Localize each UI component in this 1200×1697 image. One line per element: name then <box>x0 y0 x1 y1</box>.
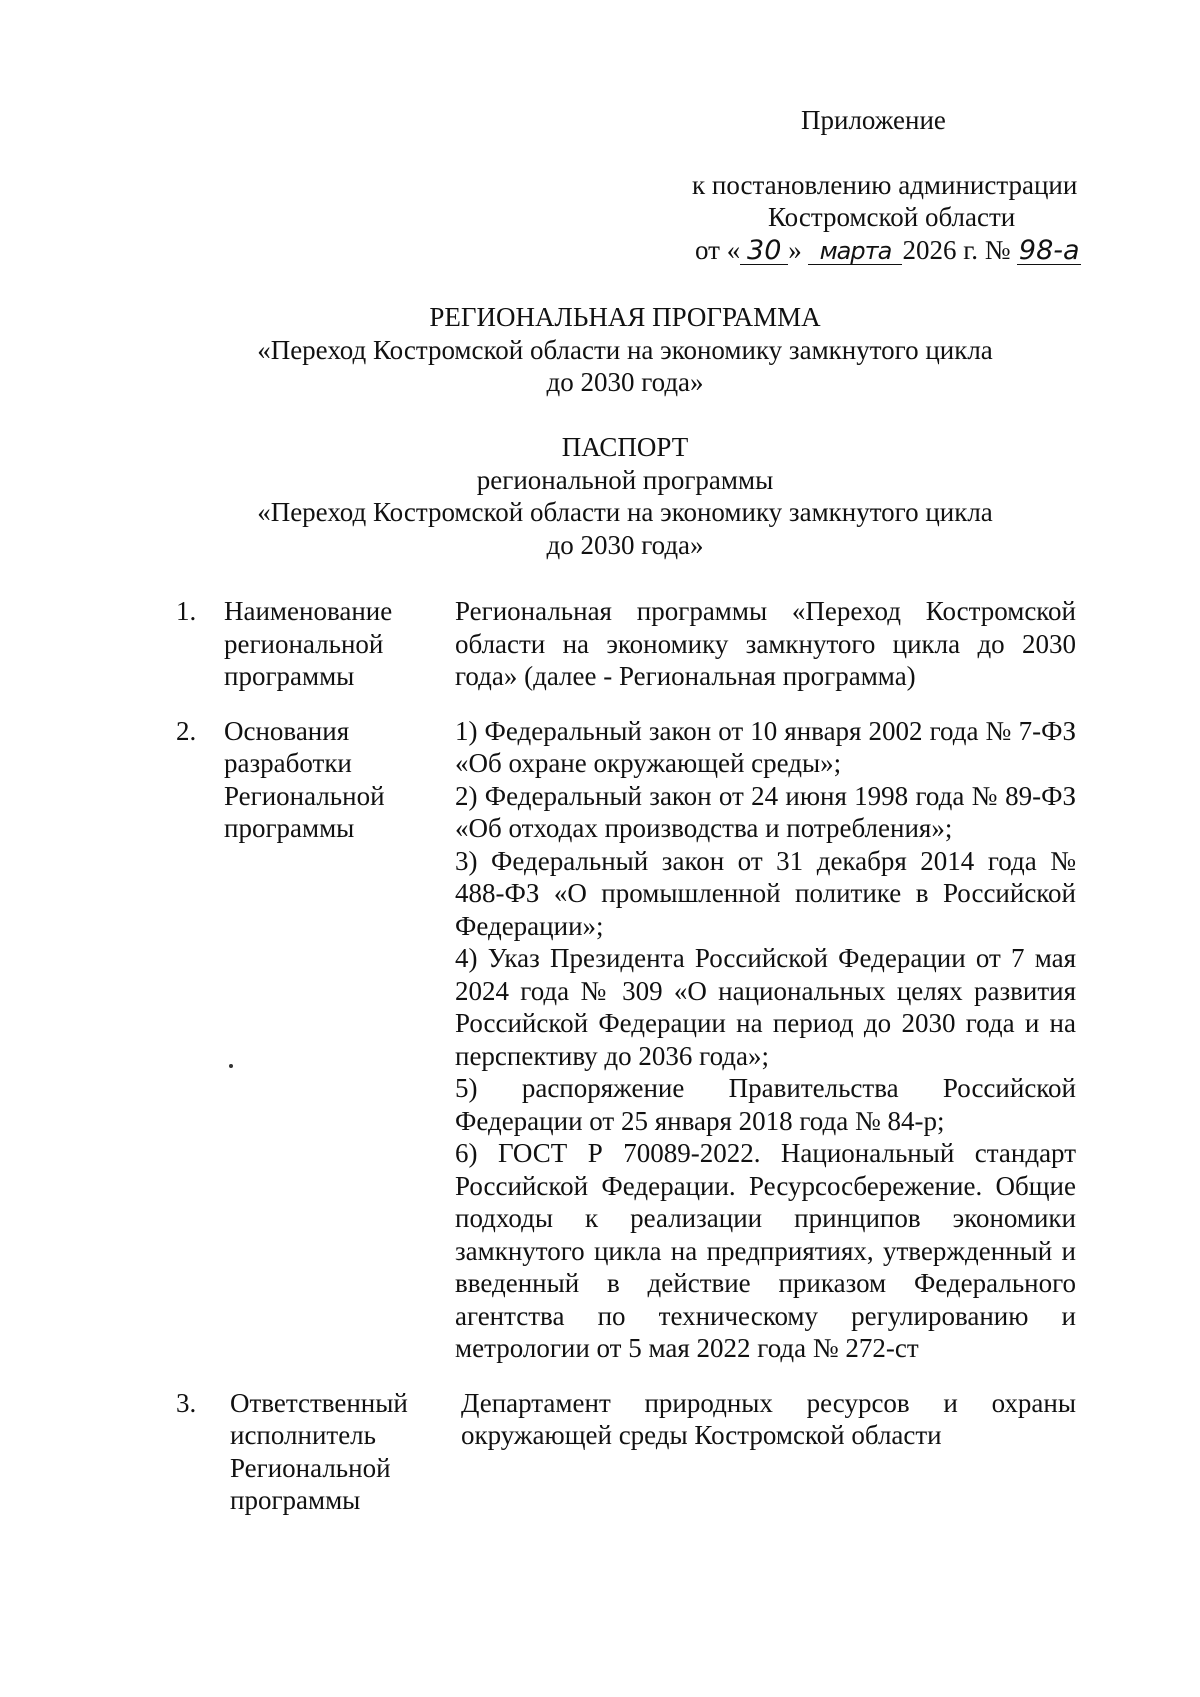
program-title-line: до 2030 года» <box>546 367 704 397</box>
row-name-line: Основания <box>224 715 350 746</box>
row-name <box>224 715 424 845</box>
date-mid: » <box>788 235 802 265</box>
row-name <box>224 595 424 693</box>
legal-basis-item: 6) ГОСТ Р 70089-2022. Национальный стандарт Российской Федерации. Ресурсосбережение. Общие подходы к реализации принципов экономики замкнутого цикла на предприятиях, утвержденный и введенный в действие приказом Федерального агентства по техническому регулированию и метрологии от 5 мая 2022 года № 272-ст <box>455 1138 1076 1363</box>
passport-row <box>176 595 1076 693</box>
decree-year-number: 2026 г. № <box>902 235 1011 265</box>
passport-row <box>176 1387 1076 1515</box>
row-name-line: программы <box>224 661 355 691</box>
date-prefix: от « <box>695 235 741 265</box>
row-name-line: Наименование <box>224 596 393 626</box>
passport-heading <box>120 431 1130 561</box>
row-number: 2. <box>176 715 197 746</box>
handwritten-decree-number: 98-а <box>1018 235 1080 266</box>
row-content: Департамент природных ресурсов и охраны окружающей среды Костромской области <box>461 1387 1076 1450</box>
row-name-line: Региональной <box>230 1452 391 1483</box>
row-name-line: программы <box>224 813 355 843</box>
program-title-line: РЕГИОНАЛЬНАЯ ПРОГРАММА <box>429 302 821 332</box>
legal-basis-item: 2) Федеральный закон от 24 июня 1998 года № 89-ФЗ «Об отходах производства и потребления»; <box>455 780 1076 843</box>
row-name <box>230 1387 430 1517</box>
passport-heading-line: «Переход Костромской области на экономику замкнутого цикла <box>257 497 993 527</box>
passport-heading-line: региональной программы <box>476 464 774 495</box>
decree-reference: к постановлению администрации <box>692 170 1078 200</box>
scan-speck <box>229 1064 233 1068</box>
appendix-label: Приложение <box>801 105 946 135</box>
row-name-line: Региональной <box>224 780 385 811</box>
passport-heading-line: ПАСПОРТ <box>561 432 689 462</box>
region-name: Костромской области <box>768 202 1016 232</box>
row-name-line: программы <box>230 1485 361 1515</box>
program-title-line: «Переход Костромской области на экономику замкнутого цикла <box>257 334 993 365</box>
row-name-line: разработки <box>224 748 352 778</box>
row-name-line: исполнитель <box>230 1420 376 1450</box>
program-title <box>120 301 1130 399</box>
legal-basis-item: 4) Указ Президента Российской Федерации от 7 мая 2024 года № 309 «О национальных целях развития Российской Федерации на период до 2030 года и на перспективу до 2036 года»; <box>455 943 1076 1071</box>
passport-table <box>176 595 1076 1515</box>
row-name-line: Ответственный <box>230 1387 408 1418</box>
row-content <box>455 715 1076 1365</box>
decree-date-line <box>695 234 1081 267</box>
legal-basis-item: 3) Федеральный закон от 31 декабря 2014 года № 488-ФЗ «О промышленной политике в Российской Федерации»; <box>455 845 1076 941</box>
handwritten-day: 30 <box>740 238 788 265</box>
passport-row <box>176 715 1076 1365</box>
legal-basis-item: 5) распоряжение Правительства Российской Федерации от 25 января 2018 года № 84-р; <box>455 1073 1076 1136</box>
handwritten-month: марта <box>808 238 902 265</box>
row-content: Региональная программы «Переход Костромской области на экономику замкнутого цикла до 2030 года» (далее - Региональная программа) <box>455 596 1076 691</box>
row-number: 3. <box>176 1387 197 1418</box>
legal-basis-item: 1) Федеральный закон от 10 января 2002 года № 7-ФЗ «Об охране окружающей среды»; <box>455 715 1076 778</box>
row-number: 1. <box>176 596 197 626</box>
passport-heading-line: до 2030 года» <box>546 529 704 560</box>
row-name-line: региональной <box>224 628 384 659</box>
